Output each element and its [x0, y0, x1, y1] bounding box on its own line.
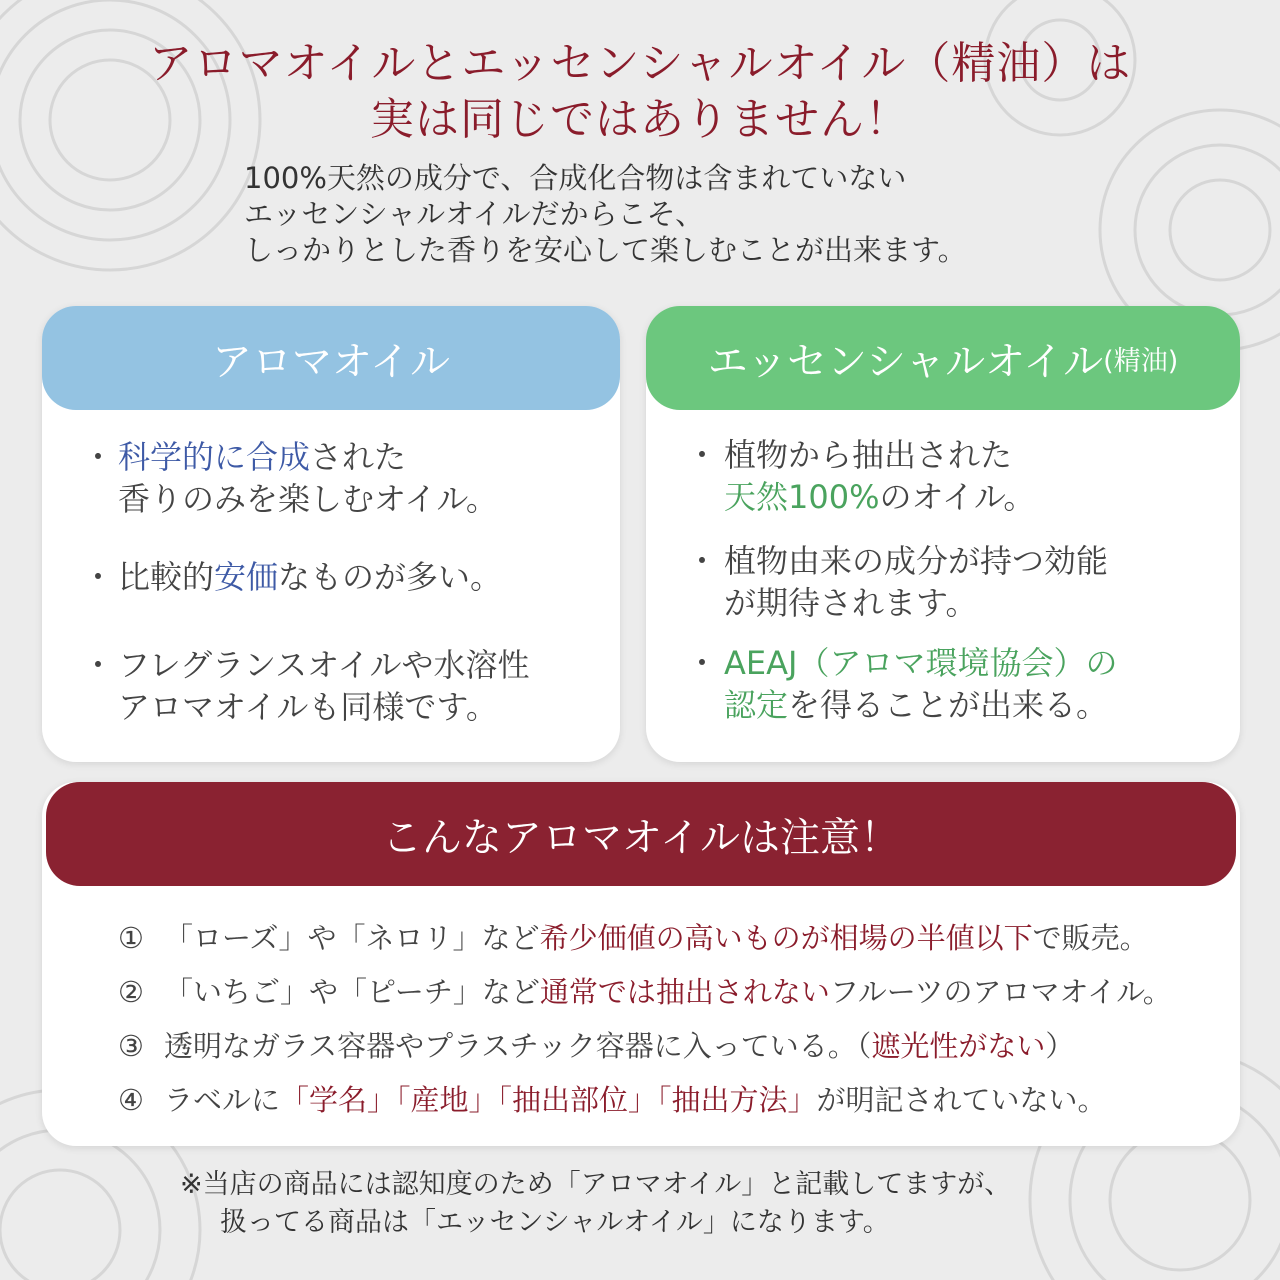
footnote [180, 1166, 1180, 1242]
aroma-bullet-3-line2: アロマオイルも同様です。 [118, 688, 498, 726]
aroma-bullet-3-line1: フレグランスオイルや水溶性 [118, 646, 530, 684]
warning-item-highlight: 遮光性がない [871, 1029, 1046, 1063]
warning-item-highlight: 「学名」「産地」「抽出部位」「抽出方法」 [280, 1083, 817, 1117]
essential-bullet-1-rest: のオイル。 [879, 478, 1036, 516]
intro-text [244, 160, 1144, 268]
aroma-oil-header: アロマオイル [42, 306, 620, 410]
bullet-dot: ・ [686, 436, 719, 474]
warning-item-number: ③ [118, 1029, 144, 1063]
essential-oil-header-small: (精油) [1103, 345, 1179, 377]
intro-line-3: しっかりとした香りを安心して楽しむことが出来ます。 [244, 233, 967, 267]
warning-item-1: ① 「ローズ」や「ネロリ」など希少価値の高いものが相場の半値以下で販売。 [118, 921, 1149, 955]
title-line-1: アロマオイルとエッセンシャルオイル（精油）は [148, 38, 1132, 89]
aroma-bullet-1-highlight: 科学的に合成 [118, 438, 311, 476]
essential-bullet-3-line1: AEAJ（アロマ環境協会）の [724, 644, 1118, 682]
warning-item-number: ④ [118, 1083, 144, 1117]
warning-header: こんなアロマオイルは注意！ [46, 782, 1236, 886]
warning-item-2: ② 「いちご」や「ピーチ」など通常では抽出されないフルーツのアロマオイル。 [118, 975, 1172, 1009]
essential-bullet-1-line1: 植物から抽出された [724, 436, 1013, 474]
essential-bullet-3-highlight: 認定 [724, 686, 789, 724]
warning-panel [42, 782, 1240, 1146]
aroma-bullet-1-rest: された [310, 438, 407, 476]
essential-bullet-2-line2: が期待されます。 [724, 584, 978, 622]
bullet-dot: ・ [82, 438, 115, 476]
warning-item-number: ② [118, 975, 144, 1009]
essential-oil-header [646, 306, 1240, 410]
bullet-dot: ・ [82, 646, 115, 684]
warning-item-highlight: 希少価値の高いものが相場の半値以下 [539, 921, 1033, 955]
title-line-2: 実は同じではありません！ [370, 94, 910, 145]
bullet-dot: ・ [686, 542, 719, 580]
page-title [0, 36, 1280, 148]
essential-bullet-1-highlight: 天然100% [724, 478, 880, 516]
footnote-line-1: ※当店の商品には認知度のため「アロマオイル」と記載してますが、 [180, 1169, 1012, 1200]
intro-line-2: エッセンシャルオイルだからこそ、 [244, 197, 705, 231]
warning-item-number: ① [118, 921, 144, 955]
essential-bullet-3-rest: を得ることが出来る。 [788, 686, 1109, 724]
aroma-bullet-2-highlight: 安価 [214, 558, 279, 596]
footnote-line-2: 扱ってる商品は「エッセンシャルオイル」になります。 [220, 1207, 890, 1238]
essential-oil-card [646, 306, 1240, 762]
warning-item-3: ③ 透明なガラス容器やプラスチック容器に入っている。（遮光性がない） [118, 1029, 1075, 1063]
aroma-oil-card [42, 306, 620, 762]
aroma-bullet-2-pre: 比較的 [118, 558, 215, 596]
bullet-dot: ・ [686, 644, 719, 682]
intro-line-1: 100%天然の成分で、合成化合物は含まれていない [244, 161, 907, 195]
aroma-bullet-1-line2: 香りのみを楽しむオイル。 [118, 480, 498, 518]
essential-bullet-2-line1: 植物由来の成分が持つ効能 [724, 542, 1109, 580]
essential-oil-header-label: エッセンシャルオイル [707, 338, 1104, 385]
aroma-bullet-2-post: なものが多い。 [278, 558, 503, 596]
warning-item-4: ④ ラベルに「学名」「産地」「抽出部位」「抽出方法」が明記されていない。 [118, 1083, 1107, 1117]
bullet-dot: ・ [82, 558, 115, 596]
warning-item-highlight: 通常では抽出されない [539, 975, 830, 1009]
